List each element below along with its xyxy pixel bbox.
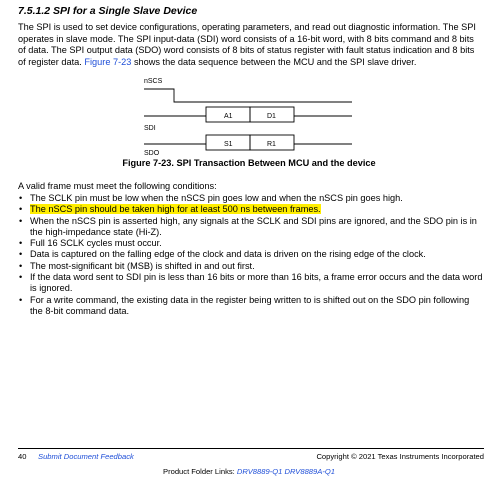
sdi-field-a1-label: A1 (224, 113, 233, 120)
bullet-icon: • (19, 272, 23, 283)
signal-label-nscs: nSCS (144, 78, 163, 85)
product-folder-links (0, 467, 498, 476)
figure-link[interactable]: Figure 7-23 (84, 56, 132, 67)
bullet-icon: • (19, 238, 23, 249)
bullet-icon: • (19, 215, 23, 226)
signal-label-sdo: SDO (144, 150, 160, 156)
intro-tail-text: shows the data sequence between the MCU and the SPI slave driver. (133, 56, 417, 67)
product-folder-label: Product Folder Links: (163, 467, 235, 476)
list-item (18, 249, 484, 260)
bullet-icon: • (19, 249, 23, 260)
list-item-text: Full 16 SCLK cycles must occur. (30, 238, 162, 249)
list-item-text: The most-significant bit (MSB) is shifted in and out first. (30, 260, 255, 271)
bullet-icon: • (19, 204, 23, 215)
bullet-icon: • (19, 193, 23, 203)
figure-caption: Figure 7-23. SPI Transaction Between MCU and the device (122, 158, 376, 168)
list-item-text: When the nSCS pin is asserted high, any signals at the SCLK and SDI pins are ignored, and the SDO pin is in the high-impedance state (Hi-Z). (30, 215, 477, 237)
sdo-field-s1-label: S1 (224, 141, 233, 148)
section-heading: 7.5.1.2 SPI for a Single Slave Device (18, 5, 198, 17)
list-item-text: The SCLK pin must be low when the nSCS pin goes low and when the nSCS pin goes high. (30, 193, 403, 203)
list-item (18, 272, 484, 295)
highlighted-list-item-text: The nSCS pin should be taken high for at least 500 ns between frames. (30, 204, 321, 215)
sdi-field-d1-label: D1 (267, 113, 276, 120)
list-item-text: If the data word sent to SDI pin is less than 16 bits or more than 16 bits, a frame error occurs and the data word is ignored. (30, 272, 483, 294)
list-item (18, 204, 484, 215)
page-number: 40 (18, 452, 27, 461)
signal-label-sdi: SDI (144, 125, 156, 132)
conditions-list (18, 193, 484, 317)
copyright-notice: Copyright © 2021 Texas Instruments Incorporated (316, 452, 484, 461)
bullet-icon: • (19, 260, 23, 271)
list-item (18, 295, 484, 318)
list-item-text: For a write command, the existing data in the register being written to is shifted out on the SDO pin following the 8-bit command data. (30, 294, 470, 316)
list-item-text: Data is captured on the falling edge of the clock and data is driven on the rising edge of the clock. (30, 249, 426, 260)
conditions-lead: A valid frame must meet the following conditions: (18, 181, 217, 191)
submit-feedback-link[interactable]: Submit Document Feedback (38, 452, 134, 461)
footer-divider (18, 448, 484, 449)
spi-timing-diagram (140, 72, 360, 156)
list-item (18, 261, 484, 272)
bullet-icon: • (19, 294, 23, 305)
intro-paragraph (18, 22, 484, 68)
list-item (18, 238, 484, 249)
intro-text: The SPI is used to set device configurations, operating parameters, and read out diagnostic information. The SPI operates in slave mode. The SPI input-data (SDI) word consists of a 16-bit word, with 8 bits command and 8 bits of data. The SPI output data (SDO) word consists of 8 bits of status register with fault status indication and 8 bits of register data. (18, 22, 476, 67)
nscs-waveform (144, 89, 352, 102)
list-item (18, 216, 484, 239)
sdo-field-r1-label: R1 (267, 141, 276, 148)
product-link[interactable]: DRV8889-Q1 DRV8889A-Q1 (236, 467, 335, 476)
list-item (18, 193, 484, 204)
